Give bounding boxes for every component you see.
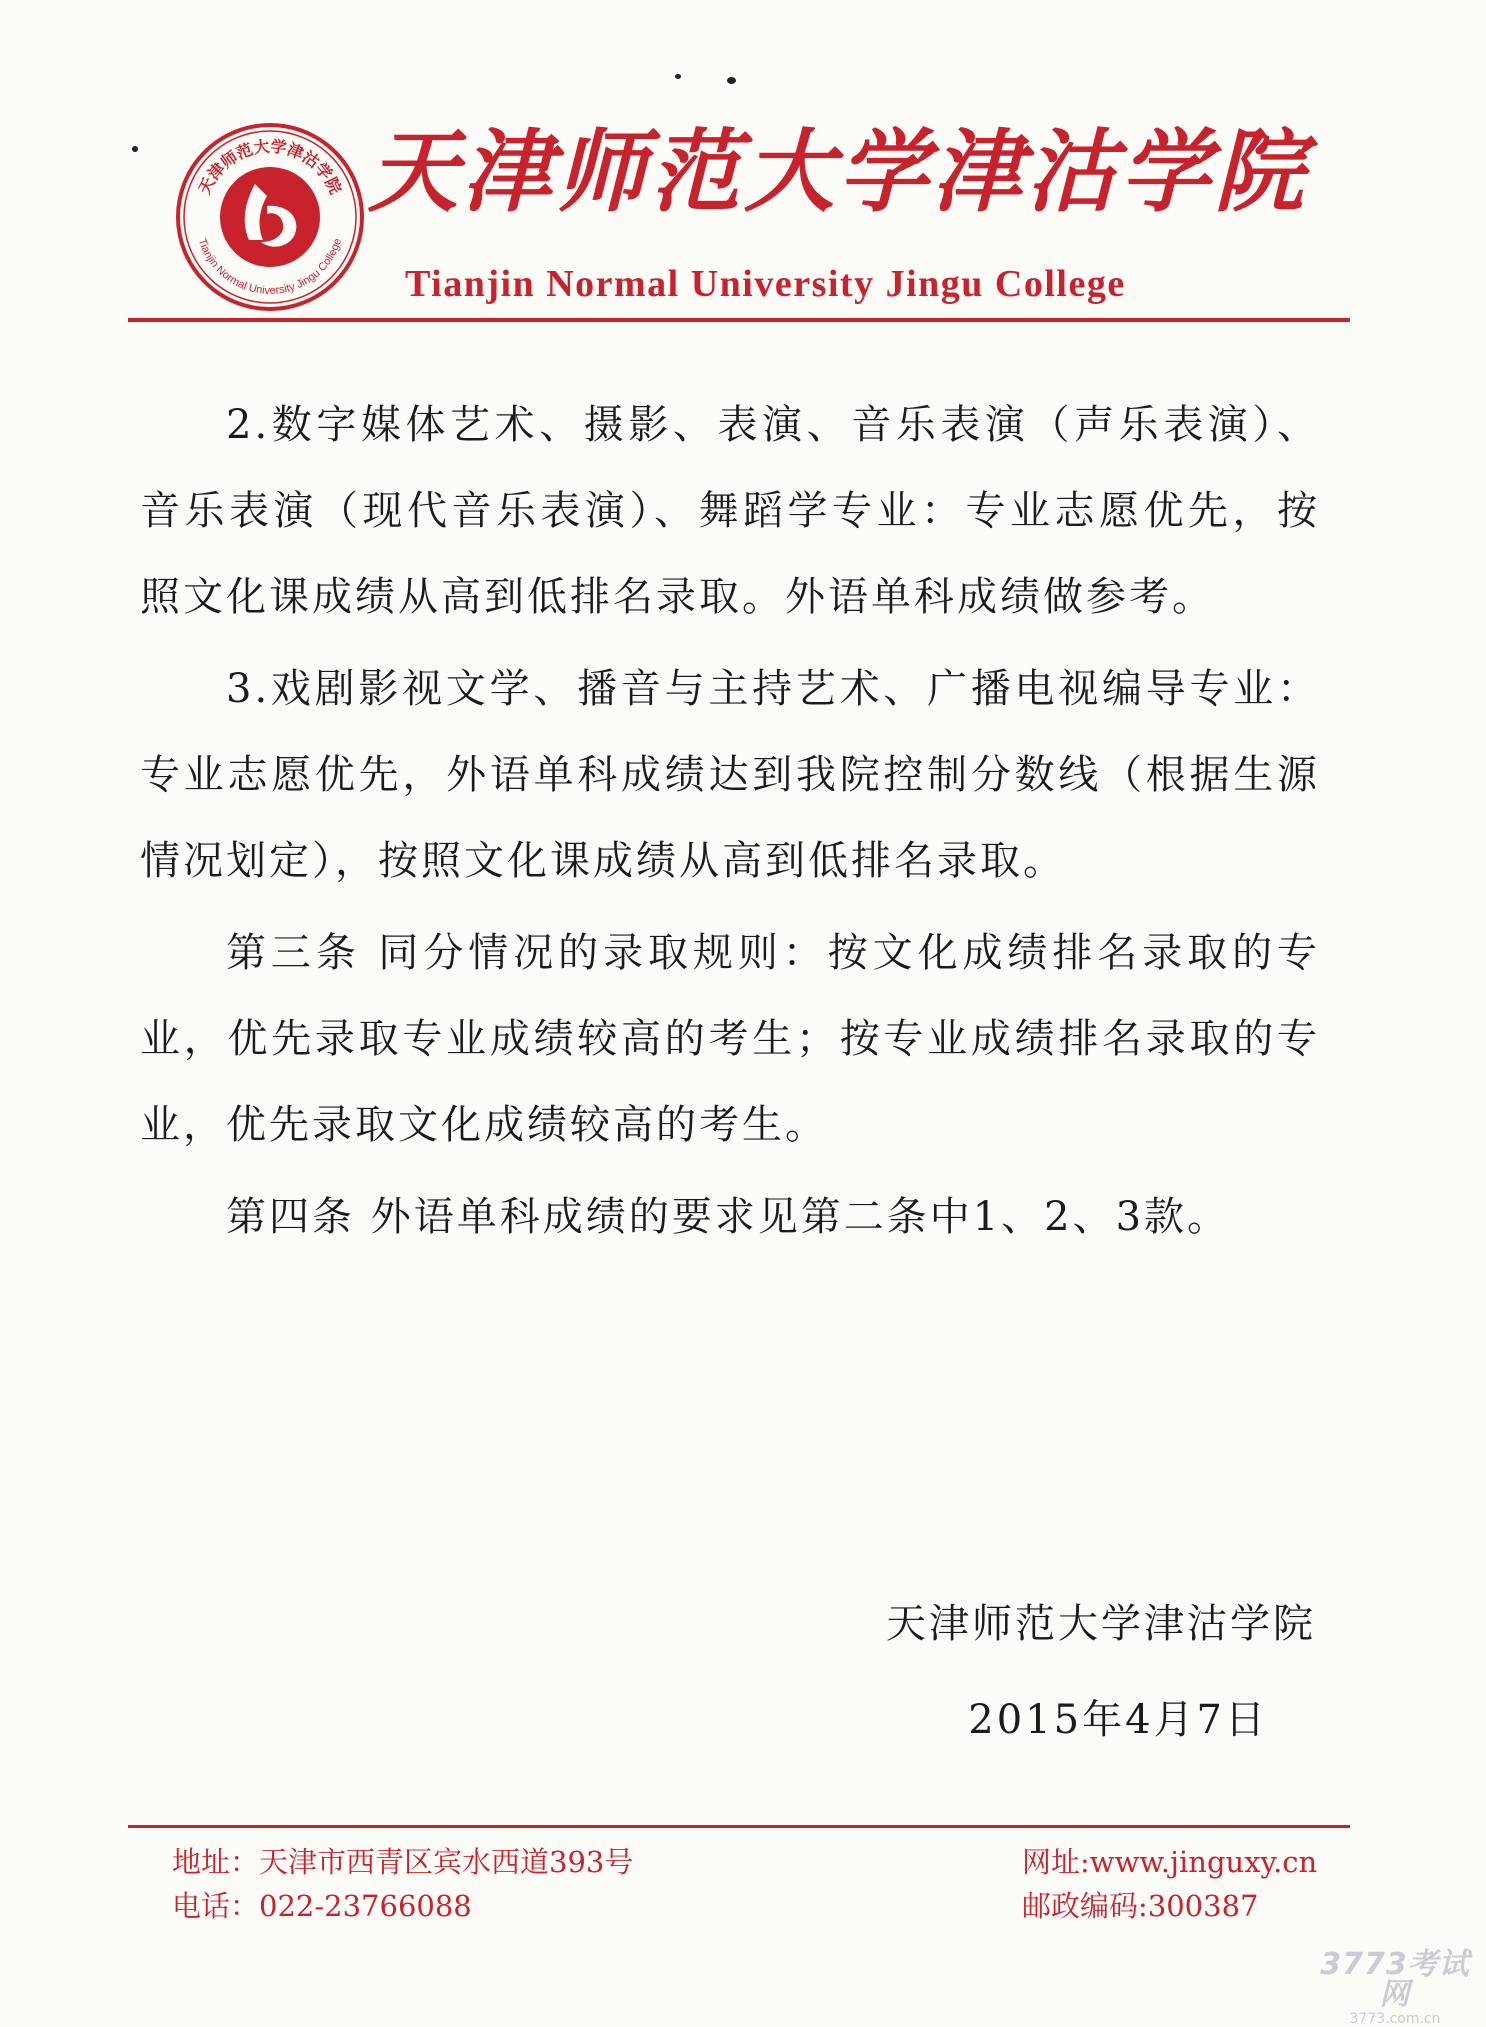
scan-speck: [132, 146, 138, 152]
scan-speck: [675, 74, 681, 79]
watermark-sub: 3773.com.cn: [1349, 2011, 1441, 2027]
paragraph-article-3: 第三条 同分情况的录取规则：按文化成绩排名录取的专业，优先录取专业成绩较高的考生；按专业成绩排名录取的专业，优先录取文化成绩较高的考生。: [140, 930, 1320, 1148]
footer-divider: [128, 1825, 1350, 1828]
footer-phone: 电话：022-23766088: [172, 1889, 472, 1923]
college-name-cn: 天津师范大学津沽学院: [368, 120, 1308, 225]
letter-body: [140, 382, 1320, 1266]
paragraph-item-3: 3.戏剧影视文学、播音与主持艺术、广播电视编导专业：专业志愿优先，外语单科成绩达到我院控制分数线（根据生源情况划定），按照文化课成绩从高到低排名录取。: [140, 666, 1320, 884]
college-seal-logo: [175, 122, 365, 312]
footer-contact-right: [1022, 1840, 1317, 1928]
signature-org: 天津师范大学津沽学院: [886, 1601, 1316, 1647]
footer-contact-left: [172, 1840, 633, 1928]
paragraph-article-4: 第四条 外语单科成绩的要求见第二条中1、2、3款。: [226, 1194, 1231, 1240]
footer-address: 地址：天津市西青区宾水西道393号: [172, 1845, 634, 1879]
footer-postcode: 邮政编码:300387: [1022, 1889, 1259, 1923]
seal-text-en: Tianjin Normal University Jingu College: [195, 237, 345, 297]
site-watermark: [1310, 1947, 1480, 2027]
paragraph-item-2: 2.数字媒体艺术、摄影、表演、音乐表演（声乐表演）、音乐表演（现代音乐表演）、舞蹈学专业：专业志愿优先，按照文化课成绩从高到低排名录取。外语单科成绩做参考。: [140, 402, 1320, 620]
signature-date: 2015年4月7日: [968, 1697, 1268, 1743]
scan-speck: [727, 77, 736, 84]
seal-text-cn: 天津师范大学津沽学院: [194, 136, 346, 198]
header-divider: [128, 318, 1350, 322]
college-name-en: Tianjin Normal University Jingu College: [405, 263, 1126, 305]
watermark-main: 3773考试网: [1320, 1947, 1470, 2012]
footer-website[interactable]: 网址:www.jinguxy.cn: [1022, 1845, 1318, 1879]
